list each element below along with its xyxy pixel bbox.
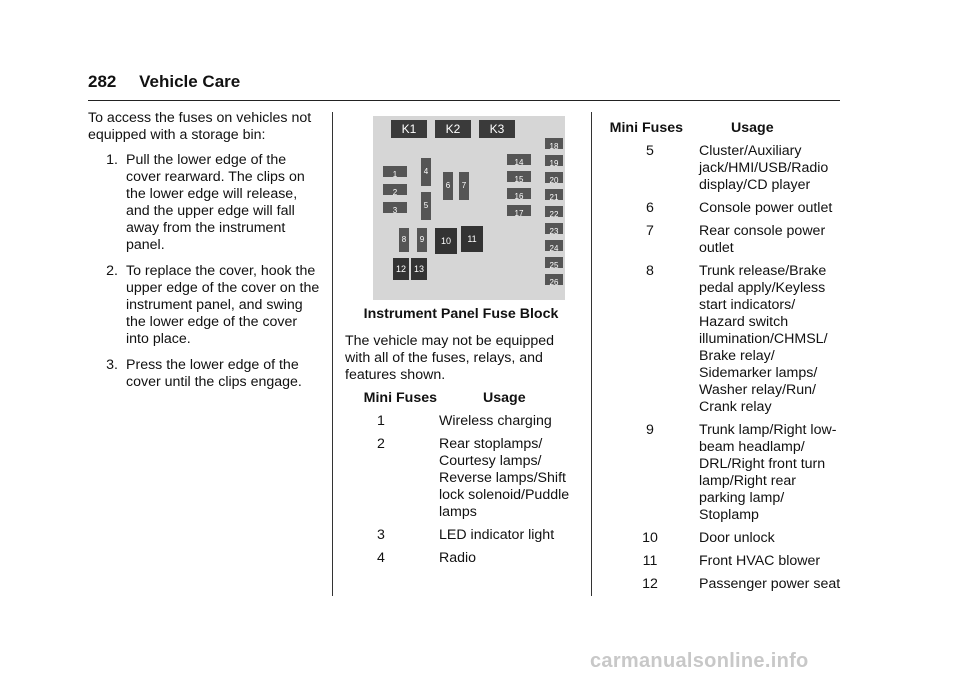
fuse-number: 11 — [642, 553, 658, 569]
fuse-slot: 11 — [461, 226, 483, 252]
fuse-slot: 9 — [417, 228, 427, 252]
table-row — [345, 436, 577, 521]
fuse-slot: 5 — [421, 192, 431, 220]
column-divider-right — [591, 112, 592, 596]
fuse-slot: 8 — [399, 228, 409, 252]
step-number: 1. — [106, 152, 118, 168]
fuse-number: 5 — [646, 143, 654, 159]
fuse-slot: 15 — [507, 171, 531, 182]
relay-k1: K1 — [391, 120, 427, 138]
table-row — [605, 200, 843, 217]
fuse-slot: 14 — [507, 154, 531, 165]
table-row — [605, 553, 843, 570]
fuse-slot: 20 — [545, 172, 563, 183]
figure-caption: Instrument Panel Fuse Block — [363, 306, 559, 322]
relay-k3: K3 — [479, 120, 515, 138]
table-row — [605, 576, 843, 593]
table-row — [605, 223, 843, 257]
fuse-usage: Trunk release/Brake pedal apply/Keyless start indicators/ Hazard switch illumination/CHMSL/ Brake relay/ Sidemarker lamps/ Washer relay/Run/ Crank relay — [699, 263, 828, 415]
fuse-number: 1 — [377, 413, 385, 429]
fuse-slot: 6 — [443, 172, 453, 200]
fuse-block-figure — [373, 116, 565, 300]
column-divider-left — [332, 112, 333, 596]
table-header-fuses: Mini Fuses — [363, 390, 437, 406]
table-header-usage: Usage — [731, 120, 774, 136]
section-title: Vehicle Care — [139, 72, 241, 91]
table-header — [605, 120, 843, 137]
fuse-slot: 2 — [383, 184, 407, 195]
fuse-number: 7 — [646, 223, 654, 239]
note-text: The vehicle may not be equipped with all of the fuses, relays, and features shown. — [345, 333, 555, 383]
step-text: Press the lower edge of the cover until the clips engage. — [126, 357, 302, 390]
fuse-number: 3 — [377, 527, 385, 543]
step-text: Pull the lower edge of the cover rearward. The clips on the lower edge will release, and the upper edge will fall away from the instrument panel. — [126, 152, 305, 253]
fuse-number: 2 — [377, 436, 385, 452]
fuse-slot: 22 — [545, 206, 563, 217]
table-row — [605, 263, 843, 416]
fuse-usage: Passenger power seat — [699, 576, 841, 592]
fuse-usage: Wireless charging — [439, 413, 552, 429]
fuse-slot: 1 — [383, 166, 407, 177]
table-header — [345, 390, 577, 407]
fuse-slot: 21 — [545, 189, 563, 200]
table-header-fuses: Mini Fuses — [609, 120, 683, 136]
watermark: carmanualsonline.info — [590, 650, 809, 672]
fuse-usage: Trunk lamp/Right low-beam headlamp/ DRL/Right front turn lamp/Right rear parking lamp/ Stoplamp — [699, 422, 837, 523]
fuse-number: 10 — [642, 530, 658, 546]
fuse-slot: 23 — [545, 223, 563, 234]
header-rule — [88, 100, 840, 101]
column-left — [88, 110, 320, 400]
fuse-usage: Door unlock — [699, 530, 775, 546]
fuse-slot: 16 — [507, 188, 531, 199]
fuse-usage: Radio — [439, 550, 477, 566]
page-number: 282 — [88, 72, 117, 91]
fuse-usage: Front HVAC blower — [699, 553, 821, 569]
fuse-slot: 3 — [383, 202, 407, 213]
fuse-usage: Rear stoplamps/ Courtesy lamps/ Reverse lamps/Shift lock solenoid/Puddle lamps — [439, 436, 570, 520]
fuse-number: 8 — [646, 263, 654, 279]
fuse-number: 12 — [642, 576, 658, 592]
fuse-slot: 25 — [545, 257, 563, 268]
fuse-usage: LED indicator light — [439, 527, 555, 543]
fuse-slot: 12 — [393, 258, 409, 280]
fuse-slot: 13 — [411, 258, 427, 280]
table-row — [345, 413, 577, 430]
fuse-slot: 7 — [459, 172, 469, 200]
table-row — [345, 550, 577, 567]
fuse-number: 4 — [377, 550, 385, 566]
table-header-usage: Usage — [483, 390, 526, 406]
table-row — [605, 143, 843, 194]
fuse-slot: 17 — [507, 205, 531, 216]
step-number: 2. — [106, 263, 118, 279]
fuse-slot: 26 — [545, 274, 563, 285]
fuse-number: 9 — [646, 422, 654, 438]
step-item — [88, 152, 320, 254]
table-row — [605, 422, 843, 524]
table-row — [605, 530, 843, 547]
fuse-slot: 18 — [545, 138, 563, 149]
fuse-usage: Console power outlet — [699, 200, 833, 216]
fuse-slot: 24 — [545, 240, 563, 251]
fuse-slot: 19 — [545, 155, 563, 166]
fuse-number: 6 — [646, 200, 654, 216]
column-right — [605, 116, 843, 599]
fuse-slot: 4 — [421, 158, 431, 186]
column-middle — [345, 116, 577, 573]
fuse-usage: Cluster/Auxiliary jack/HMI/USB/Radio display/CD player — [699, 143, 829, 193]
step-text: To replace the cover, hook the upper edge of the cover on the instrument panel, and swing the lower edge of the cover into place. — [126, 263, 320, 347]
fuse-slot: 10 — [435, 228, 457, 254]
intro-text: To access the fuses on vehicles not equipped with a storage bin: — [88, 110, 312, 143]
table-row — [345, 527, 577, 544]
fuse-usage: Rear console power outlet — [699, 223, 826, 256]
relay-k2: K2 — [435, 120, 471, 138]
step-item — [88, 357, 320, 391]
page-header — [88, 72, 240, 92]
step-number: 3. — [106, 357, 118, 373]
step-item — [88, 263, 320, 348]
